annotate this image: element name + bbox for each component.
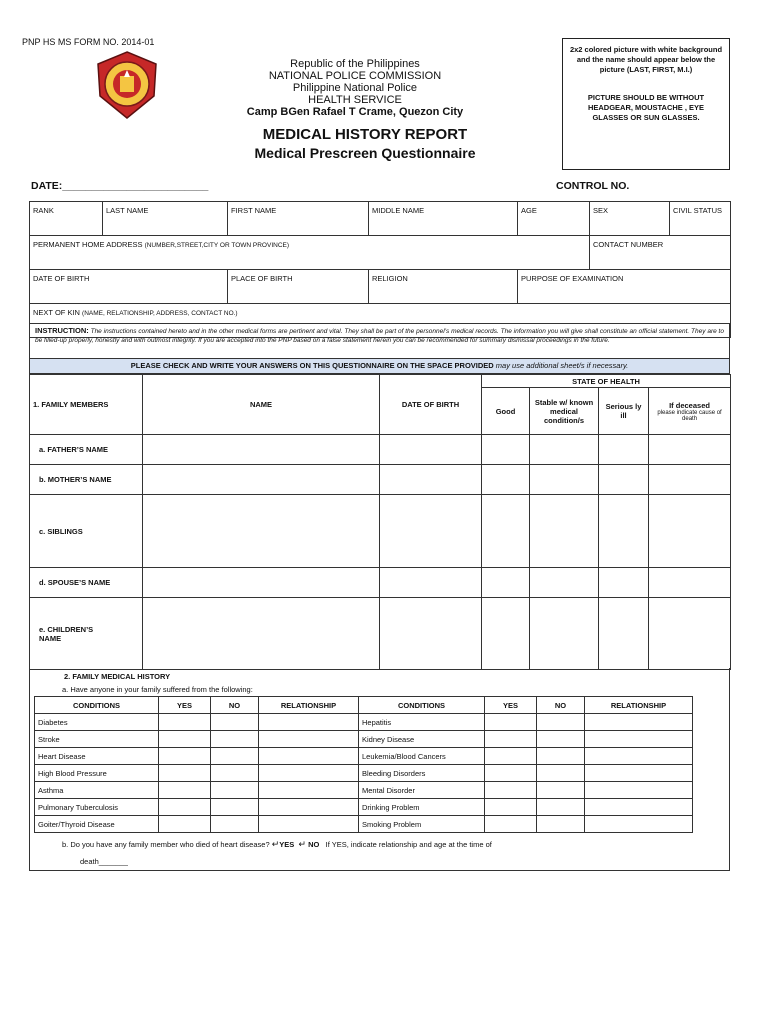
children-good-field[interactable]	[482, 598, 530, 670]
date-of-birth-cell[interactable]: DATE OF BIRTH	[30, 270, 228, 304]
spouse-deceased-field[interactable]	[649, 568, 731, 598]
siblings-serious-field[interactable]	[599, 495, 649, 568]
relationship-header: RELATIONSHIP	[259, 697, 359, 714]
spouse-name-field[interactable]	[143, 568, 380, 598]
yes-header: YES	[485, 697, 537, 714]
condition-label: Smoking Problem	[359, 816, 485, 833]
table-row	[35, 765, 693, 782]
father-label: a. FATHER’S NAME	[30, 435, 143, 465]
relationship-cell[interactable]	[259, 782, 359, 799]
conditions-table	[34, 696, 693, 833]
no-cell[interactable]	[211, 714, 259, 731]
spouse-good-field[interactable]	[482, 568, 530, 598]
father-good-field[interactable]	[482, 435, 530, 465]
siblings-dob-field[interactable]	[380, 495, 482, 568]
agency-header	[180, 58, 530, 118]
no-cell[interactable]	[537, 765, 585, 782]
instruction-box: INSTRUCTION: The instructions contained hereto and in the other medical forms are pertinent and vital. They shall be part of the personnel’s medical records. The information you will give shall constitute an official statement. They are to be filled-up properly, honestly and with outmost integrity. If you are accepted into the PNP based on a false statement herein you can be recommended for summary dismissal proceedings in the future.	[29, 323, 730, 358]
yes-cell[interactable]	[485, 765, 537, 782]
no-cell[interactable]	[211, 765, 259, 782]
condition-label: Leukemia/Blood Cancers	[359, 748, 485, 765]
mother-good-field[interactable]	[482, 465, 530, 495]
children-name-field[interactable]	[143, 598, 380, 670]
mother-serious-field[interactable]	[599, 465, 649, 495]
place-of-birth-cell[interactable]: PLACE OF BIRTH	[228, 270, 369, 304]
question-a: a. Have anyone in your family suffered from the following:	[62, 685, 253, 694]
table-row	[35, 816, 693, 833]
spouse-serious-field[interactable]	[599, 568, 649, 598]
condition-label: Goiter/Thyroid Disease	[35, 816, 159, 833]
relationship-header: RELATIONSHIP	[585, 697, 693, 714]
table-row	[35, 731, 693, 748]
yes-cell[interactable]	[485, 748, 537, 765]
good-header: Good	[482, 388, 530, 435]
rank-cell[interactable]: RANK	[30, 202, 103, 236]
mother-stable-field[interactable]	[530, 465, 599, 495]
yes-cell[interactable]	[159, 765, 211, 782]
header-line: HEALTH SERVICE	[308, 94, 402, 106]
condition-label: Pulmonary Tuberculosis	[35, 799, 159, 816]
condition-label: Drinking Problem	[359, 799, 485, 816]
form-title: MEDICAL HISTORY REPORT	[262, 126, 468, 143]
relationship-cell[interactable]	[585, 782, 693, 799]
children-label: e. CHILDREN’S NAME	[30, 598, 143, 670]
no-cell[interactable]	[211, 731, 259, 748]
dob-header: DATE OF BIRTH	[380, 375, 482, 435]
form-number: PNP HS MS FORM NO. 2014-01	[22, 37, 155, 47]
yes-checkbox-icon[interactable]: ↵	[271, 839, 280, 849]
relationship-cell[interactable]	[585, 748, 693, 765]
relationship-cell[interactable]	[259, 799, 359, 816]
yes-cell[interactable]	[485, 714, 537, 731]
family-members-table	[29, 374, 731, 670]
no-cell[interactable]	[537, 748, 585, 765]
if-yes-instruction: If YES, indicate relationship and age at the time of	[325, 840, 492, 849]
condition-label: Stroke	[35, 731, 159, 748]
address-cell[interactable]: PERMANENT HOME ADDRESS (NUMBER,STREET,CITY OR TOWN PROVINCE)	[30, 236, 590, 270]
spouse-label: d. SPOUSE’S NAME	[30, 568, 143, 598]
condition-label: Mental Disorder	[359, 782, 485, 799]
no-cell[interactable]	[211, 799, 259, 816]
pnp-logo	[94, 50, 160, 120]
condition-label: Kidney Disease	[359, 731, 485, 748]
children-deceased-field[interactable]	[649, 598, 731, 670]
relationship-cell[interactable]	[585, 731, 693, 748]
no-cell[interactable]	[537, 731, 585, 748]
children-stable-field[interactable]	[530, 598, 599, 670]
father-deceased-field[interactable]	[649, 435, 731, 465]
no-cell[interactable]	[537, 816, 585, 833]
photo-note: PICTURE SHOULD BE WITHOUT HEADGEAR, MOUSTACHE , EYE GLASSES OR SUN GLASSES.	[587, 93, 705, 122]
yes-cell[interactable]	[159, 731, 211, 748]
section-2-title: 2. FAMILY MEDICAL HISTORY	[64, 672, 171, 681]
form-titles	[210, 126, 520, 162]
spouse-dob-field[interactable]	[380, 568, 482, 598]
father-dob-field[interactable]	[380, 435, 482, 465]
header-line: Camp BGen Rafael T Crame, Quezon City	[246, 106, 464, 118]
civil-status-cell[interactable]: CIVIL STATUS	[670, 202, 731, 236]
table-row	[30, 598, 731, 670]
religion-cell[interactable]: RELIGION	[369, 270, 518, 304]
yes-cell[interactable]	[159, 748, 211, 765]
yes-header: YES	[159, 697, 211, 714]
purpose-cell[interactable]: PURPOSE OF EXAMINATION	[518, 270, 731, 304]
table-row	[35, 748, 693, 765]
middle-name-cell[interactable]: MIDDLE NAME	[369, 202, 518, 236]
no-cell[interactable]	[211, 748, 259, 765]
mother-label: b. MOTHER’S NAME	[30, 465, 143, 495]
no-checkbox-icon[interactable]: ↵	[298, 839, 306, 849]
condition-label: Asthma	[35, 782, 159, 799]
father-serious-field[interactable]	[599, 435, 649, 465]
age-cell[interactable]: AGE	[518, 202, 590, 236]
table-row	[30, 495, 731, 568]
no-header: NO	[537, 697, 585, 714]
condition-label: High Blood Pressure	[35, 765, 159, 782]
siblings-label: c. SIBLINGS	[30, 495, 143, 568]
table-row	[35, 799, 693, 816]
last-name-cell[interactable]: LAST NAME	[103, 202, 228, 236]
condition-label: Hepatitis	[359, 714, 485, 731]
condition-label: Bleeding Disorders	[359, 765, 485, 782]
relationship-cell[interactable]	[585, 799, 693, 816]
no-cell[interactable]	[537, 799, 585, 816]
siblings-good-field[interactable]	[482, 495, 530, 568]
check-answers-banner: PLEASE CHECK AND WRITE YOUR ANSWERS ON THIS QUESTIONNAIRE ON THE SPACE PROVIDED may use additional sheet/s if necessary.	[29, 358, 730, 374]
yes-cell[interactable]	[159, 782, 211, 799]
contact-number-cell[interactable]: CONTACT NUMBER	[590, 236, 731, 270]
first-name-cell[interactable]: FIRST NAME	[228, 202, 369, 236]
siblings-deceased-field[interactable]	[649, 495, 731, 568]
yes-cell[interactable]	[159, 714, 211, 731]
relationship-cell[interactable]	[585, 714, 693, 731]
no-cell[interactable]	[537, 714, 585, 731]
yes-cell[interactable]	[159, 799, 211, 816]
relationship-cell[interactable]	[259, 748, 359, 765]
stable-header: Stable w/ known medical condition/s	[530, 388, 599, 435]
header-line: Republic of the Philippines	[290, 58, 420, 70]
sex-cell[interactable]: SEX	[590, 202, 670, 236]
table-row	[35, 714, 693, 731]
name-header: NAME	[143, 375, 380, 435]
relationship-cell[interactable]	[259, 816, 359, 833]
relationship-cell[interactable]	[259, 731, 359, 748]
family-members-header: 1. FAMILY MEMBERS	[30, 375, 143, 435]
yes-cell[interactable]	[159, 816, 211, 833]
table-row	[30, 568, 731, 598]
control-number-label: CONTROL NO.	[556, 180, 630, 192]
mother-deceased-field[interactable]	[649, 465, 731, 495]
mother-dob-field[interactable]	[380, 465, 482, 495]
siblings-stable-field[interactable]	[530, 495, 599, 568]
siblings-name-field[interactable]	[143, 495, 380, 568]
death-field[interactable]: death_______	[80, 857, 128, 866]
photo-box[interactable]	[562, 38, 730, 170]
condition-label: Diabetes	[35, 714, 159, 731]
next-of-kin-cell[interactable]: NEXT OF KIN (NAME, RELATIONSHIP, ADDRESS, CONTACT NO.)	[30, 304, 731, 338]
relationship-cell[interactable]	[585, 765, 693, 782]
spouse-stable-field[interactable]	[530, 568, 599, 598]
yes-cell[interactable]	[485, 782, 537, 799]
no-header: NO	[211, 697, 259, 714]
serious-header: Serious ly ill	[599, 388, 649, 435]
father-stable-field[interactable]	[530, 435, 599, 465]
no-cell[interactable]	[211, 816, 259, 833]
no-cell[interactable]	[537, 782, 585, 799]
yes-cell[interactable]	[485, 816, 537, 833]
header-line: NATIONAL POLICE COMMISSION	[268, 70, 442, 82]
yes-cell[interactable]	[485, 799, 537, 816]
condition-label: Heart Disease	[35, 748, 159, 765]
relationship-cell[interactable]	[585, 816, 693, 833]
no-cell[interactable]	[211, 782, 259, 799]
deceased-header: If deceased please indicate cause of death	[649, 388, 731, 435]
relationship-cell[interactable]	[259, 714, 359, 731]
question-b: b. Do you have any family member who died of heart disease? ↵YES ↵ NO If YES, indicate relationship and age at the time of	[62, 839, 492, 849]
conditions-header: CONDITIONS	[359, 697, 485, 714]
instruction-label: INSTRUCTION	[35, 326, 87, 335]
table-row	[30, 465, 731, 495]
table-row	[30, 435, 731, 465]
photo-instruction: 2x2 colored picture with white background and the name should appear below the picture (LAST, FIRST, M.I.)	[569, 45, 723, 74]
yes-cell[interactable]	[485, 731, 537, 748]
relationship-cell[interactable]	[259, 765, 359, 782]
state-of-health-header: STATE OF HEALTH	[482, 375, 731, 388]
date-field[interactable]: DATE:_________________________	[31, 180, 209, 192]
children-serious-field[interactable]	[599, 598, 649, 670]
conditions-header: CONDITIONS	[35, 697, 159, 714]
table-row	[35, 782, 693, 799]
personal-info-table	[29, 201, 731, 338]
instruction-text: The instructions contained hereto and in the other medical forms are pertinent and vital. They shall be part of the personnel’s medical records. The information you will give shall constitute an official statement. They are to be filled-up properly, honestly and with outmost integrity. If you are accepted into the PNP based on a false statement herein you can be recommended for summary dismissal proceedings in the future.	[35, 328, 724, 344]
children-dob-field[interactable]	[380, 598, 482, 670]
father-name-field[interactable]	[143, 435, 380, 465]
mother-name-field[interactable]	[143, 465, 380, 495]
header-line: Philippine National Police	[292, 82, 418, 94]
form-subtitle: Medical Prescreen Questionnaire	[254, 145, 476, 161]
